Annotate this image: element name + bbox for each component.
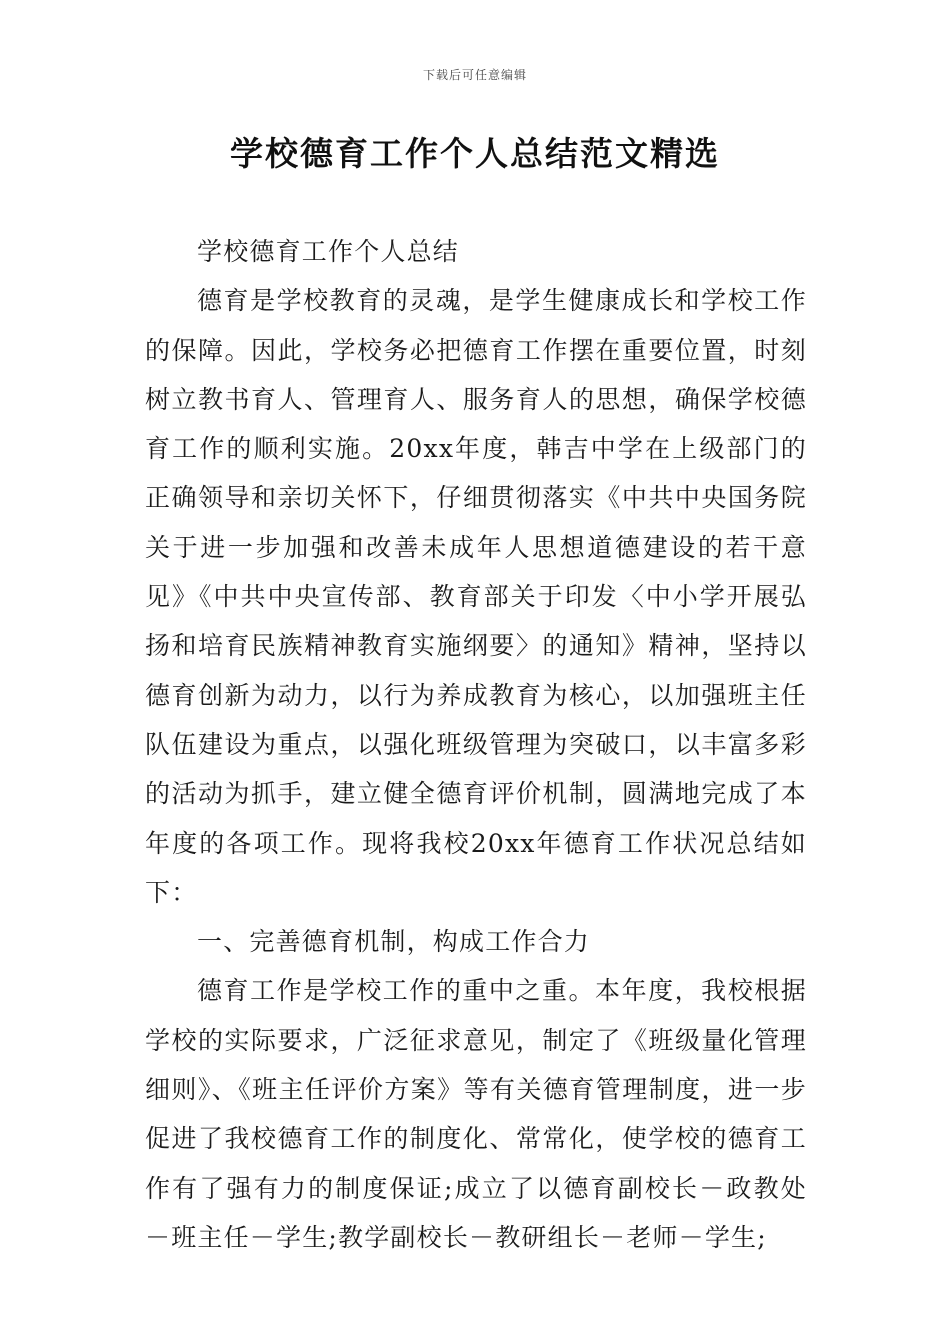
body-paragraph: 德育工作是学校工作的重中之重。本年度，我校根据学校的实际要求，广泛征求意见，制定了《班级量化管理细则》、《班主任评价方案》等有关德育管理制度，进一步促进了我校德育工作的制度化、常常化，使学校的德育工作有了强有力的制度保证;成立了以德育副校长－政教处－班主任－学生;教学副校长－教研组长－老师－学生; [145, 976, 807, 1252]
header-note: 下载后可任意编辑 [422, 68, 527, 82]
document-title: 学校德育工作个人总结范文精选 [230, 134, 720, 173]
document-body [145, 227, 807, 1262]
body-paragraph: 德育是学校教育的灵魂，是学生健康成长和学校工作的保障。因此，学校务必把德育工作摆在重要位置，时刻树立教书育人、管理育人、服务育人的思想，确保学校德育工作的顺利实施。20xx年度，韩吉中学在上级部门的正确领导和亲切关怀下，仔细贯彻落实《中共中央国务院关于进一步加强和改善未成年人思想道德建设的若干意见》《中共中央宣传部、教育部关于印发〈中小学开展弘扬和培育民族精神教育实施纲要〉的通知》精神，坚持以德育创新为动力，以行为养成教育为核心，以加强班主任队伍建设为重点，以强化班级管理为突破口，以丰富多彩的活动为抓手，建立健全德育评价机制，圆满地完成了本年度的各项工作。现将我校20xx年德育工作状况总结如下： [145, 286, 807, 907]
section-subtitle: 学校德育工作个人总结 [197, 237, 460, 266]
section-heading: 一、完善德育机制，构成工作合力 [197, 927, 591, 957]
